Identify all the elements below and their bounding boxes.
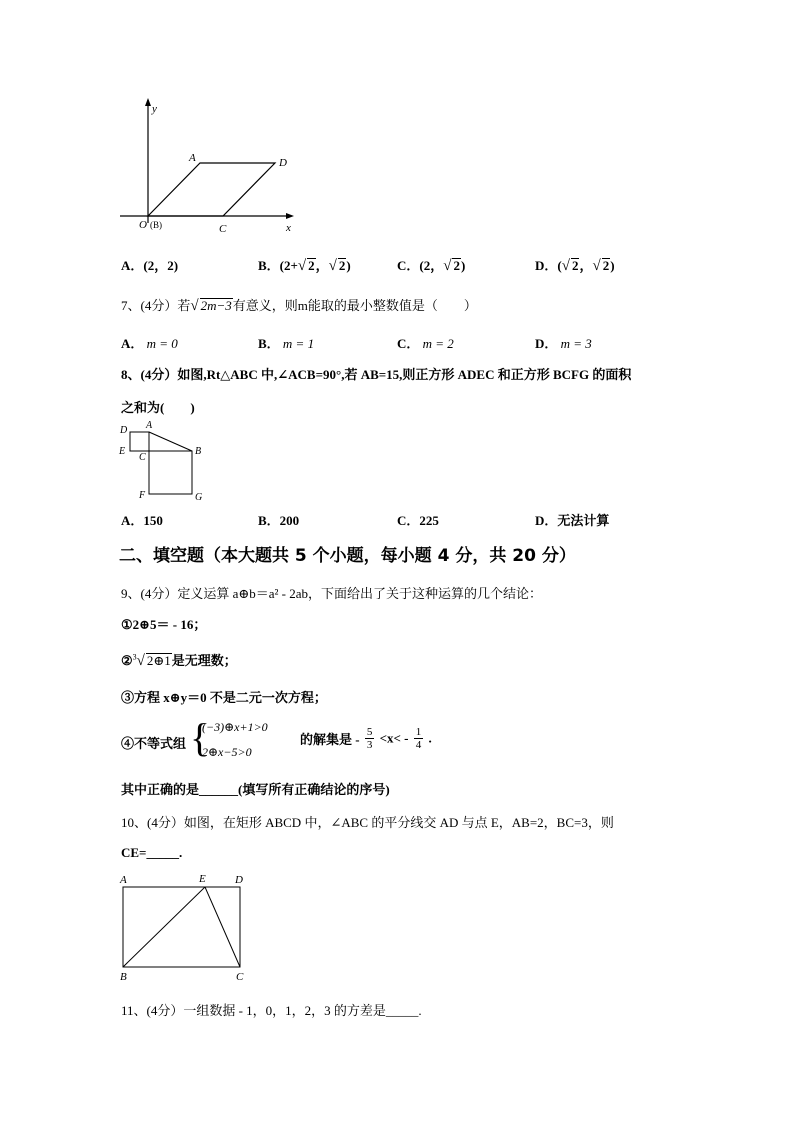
point-f-label: F: [139, 490, 146, 501]
q10-rectangle-figure: [115, 870, 255, 985]
point-b-label: B: [195, 446, 202, 457]
point-o-label: O: [139, 219, 147, 231]
q8-option-d[interactable]: D．无法计算: [535, 513, 610, 528]
q8-option-b[interactable]: B．200: [258, 513, 300, 528]
q9-conclusion-3: ③方程 x⊕y＝0 不是二元一次方程；: [121, 690, 327, 705]
section-heading-fill-in: 二、填空题（本大题共 5 个小题，每小题 4 分，共 20 分）: [119, 546, 576, 566]
point-c-label: C: [236, 971, 244, 983]
q6-option-d[interactable]: D．(√ 2，√ 2): [535, 258, 615, 274]
system-brace: {: [190, 715, 210, 760]
q9-intro: 9、(4分）定义运算 a⊕b＝a² - 2ab，下面给出了关于这种运算的几个结论：: [121, 586, 543, 601]
q11-stem: 11、(4分）一组数据 - 1，0，1，2，3 的方差是_____.: [121, 1003, 422, 1018]
q7-option-c[interactable]: C． m = 2: [397, 336, 454, 351]
q10-stem-line2: CE=_____.: [121, 845, 183, 860]
point-d-label: D: [279, 157, 287, 169]
x-axis-label: x: [286, 222, 291, 234]
q9-conclusion-4-label: ④不等式组: [121, 736, 187, 751]
y-axis-label: y: [152, 103, 157, 115]
q7-option-a[interactable]: A． m = 0: [121, 336, 178, 351]
point-a-label: A: [120, 874, 127, 886]
q6-option-b[interactable]: B．(2+√ 2，√ 2): [258, 258, 351, 274]
q9-answer-prompt: 其中正确的是______(填写所有正确结论的序号): [121, 782, 390, 797]
q7-option-b[interactable]: B． m = 1: [258, 336, 315, 351]
q9-system-eq1: (−3)⊕x+1>0: [202, 720, 268, 734]
q6-coordinate-figure: [110, 95, 310, 240]
q6-option-c[interactable]: C．(2，√ 2): [397, 258, 466, 274]
q6-option-a[interactable]: A．(2，2): [121, 258, 179, 273]
point-e-label: E: [119, 446, 126, 457]
q8-stem-line1: 8、(4分）如图,Rt△ABC 中,∠ACB=90°,若 AB=15,则正方形 ADEC 和正方形 BCFG 的面积: [121, 367, 632, 382]
q10-stem-line1: 10、(4分）如图，在矩形 ABCD 中，∠ABC 的平分线交 AD 与点 E，AB=2，BC=3，则: [121, 815, 614, 830]
q9-conclusion-2: ②$^3$√ 2⊕1是无理数；: [121, 652, 237, 669]
point-c-label: C: [139, 452, 146, 463]
point-d-label: D: [235, 874, 243, 886]
point-g-label: G: [195, 492, 203, 503]
q7-stem: 7、(4分）若√ 2m−3有意义，则m能取的最小整数值是（ ）: [121, 298, 477, 314]
point-a-label: A: [189, 152, 196, 164]
q8-stem-line2: 之和为( ): [121, 400, 195, 415]
q8-squares-figure: [115, 418, 215, 506]
point-e-label: E: [199, 873, 206, 885]
point-b-label: B: [120, 971, 127, 983]
q9-solution-set: 的解集是 - $\frac{5}{3}$ <x< - $\frac{1}{4}$ .: [300, 726, 432, 751]
q9-system-eq2: 2⊕x−5>0: [202, 745, 252, 759]
q9-conclusion-1: ①2⊕5＝ - 16；: [121, 617, 207, 632]
point-d-label: D: [120, 425, 128, 436]
q8-option-a[interactable]: A．150: [121, 513, 163, 528]
point-c-label: C: [219, 223, 227, 235]
q8-option-c[interactable]: C．225: [397, 513, 439, 528]
point-a-label: A: [146, 420, 153, 431]
q7-option-d[interactable]: D． m = 3: [535, 336, 592, 351]
point-b-note: (B): [150, 220, 162, 230]
